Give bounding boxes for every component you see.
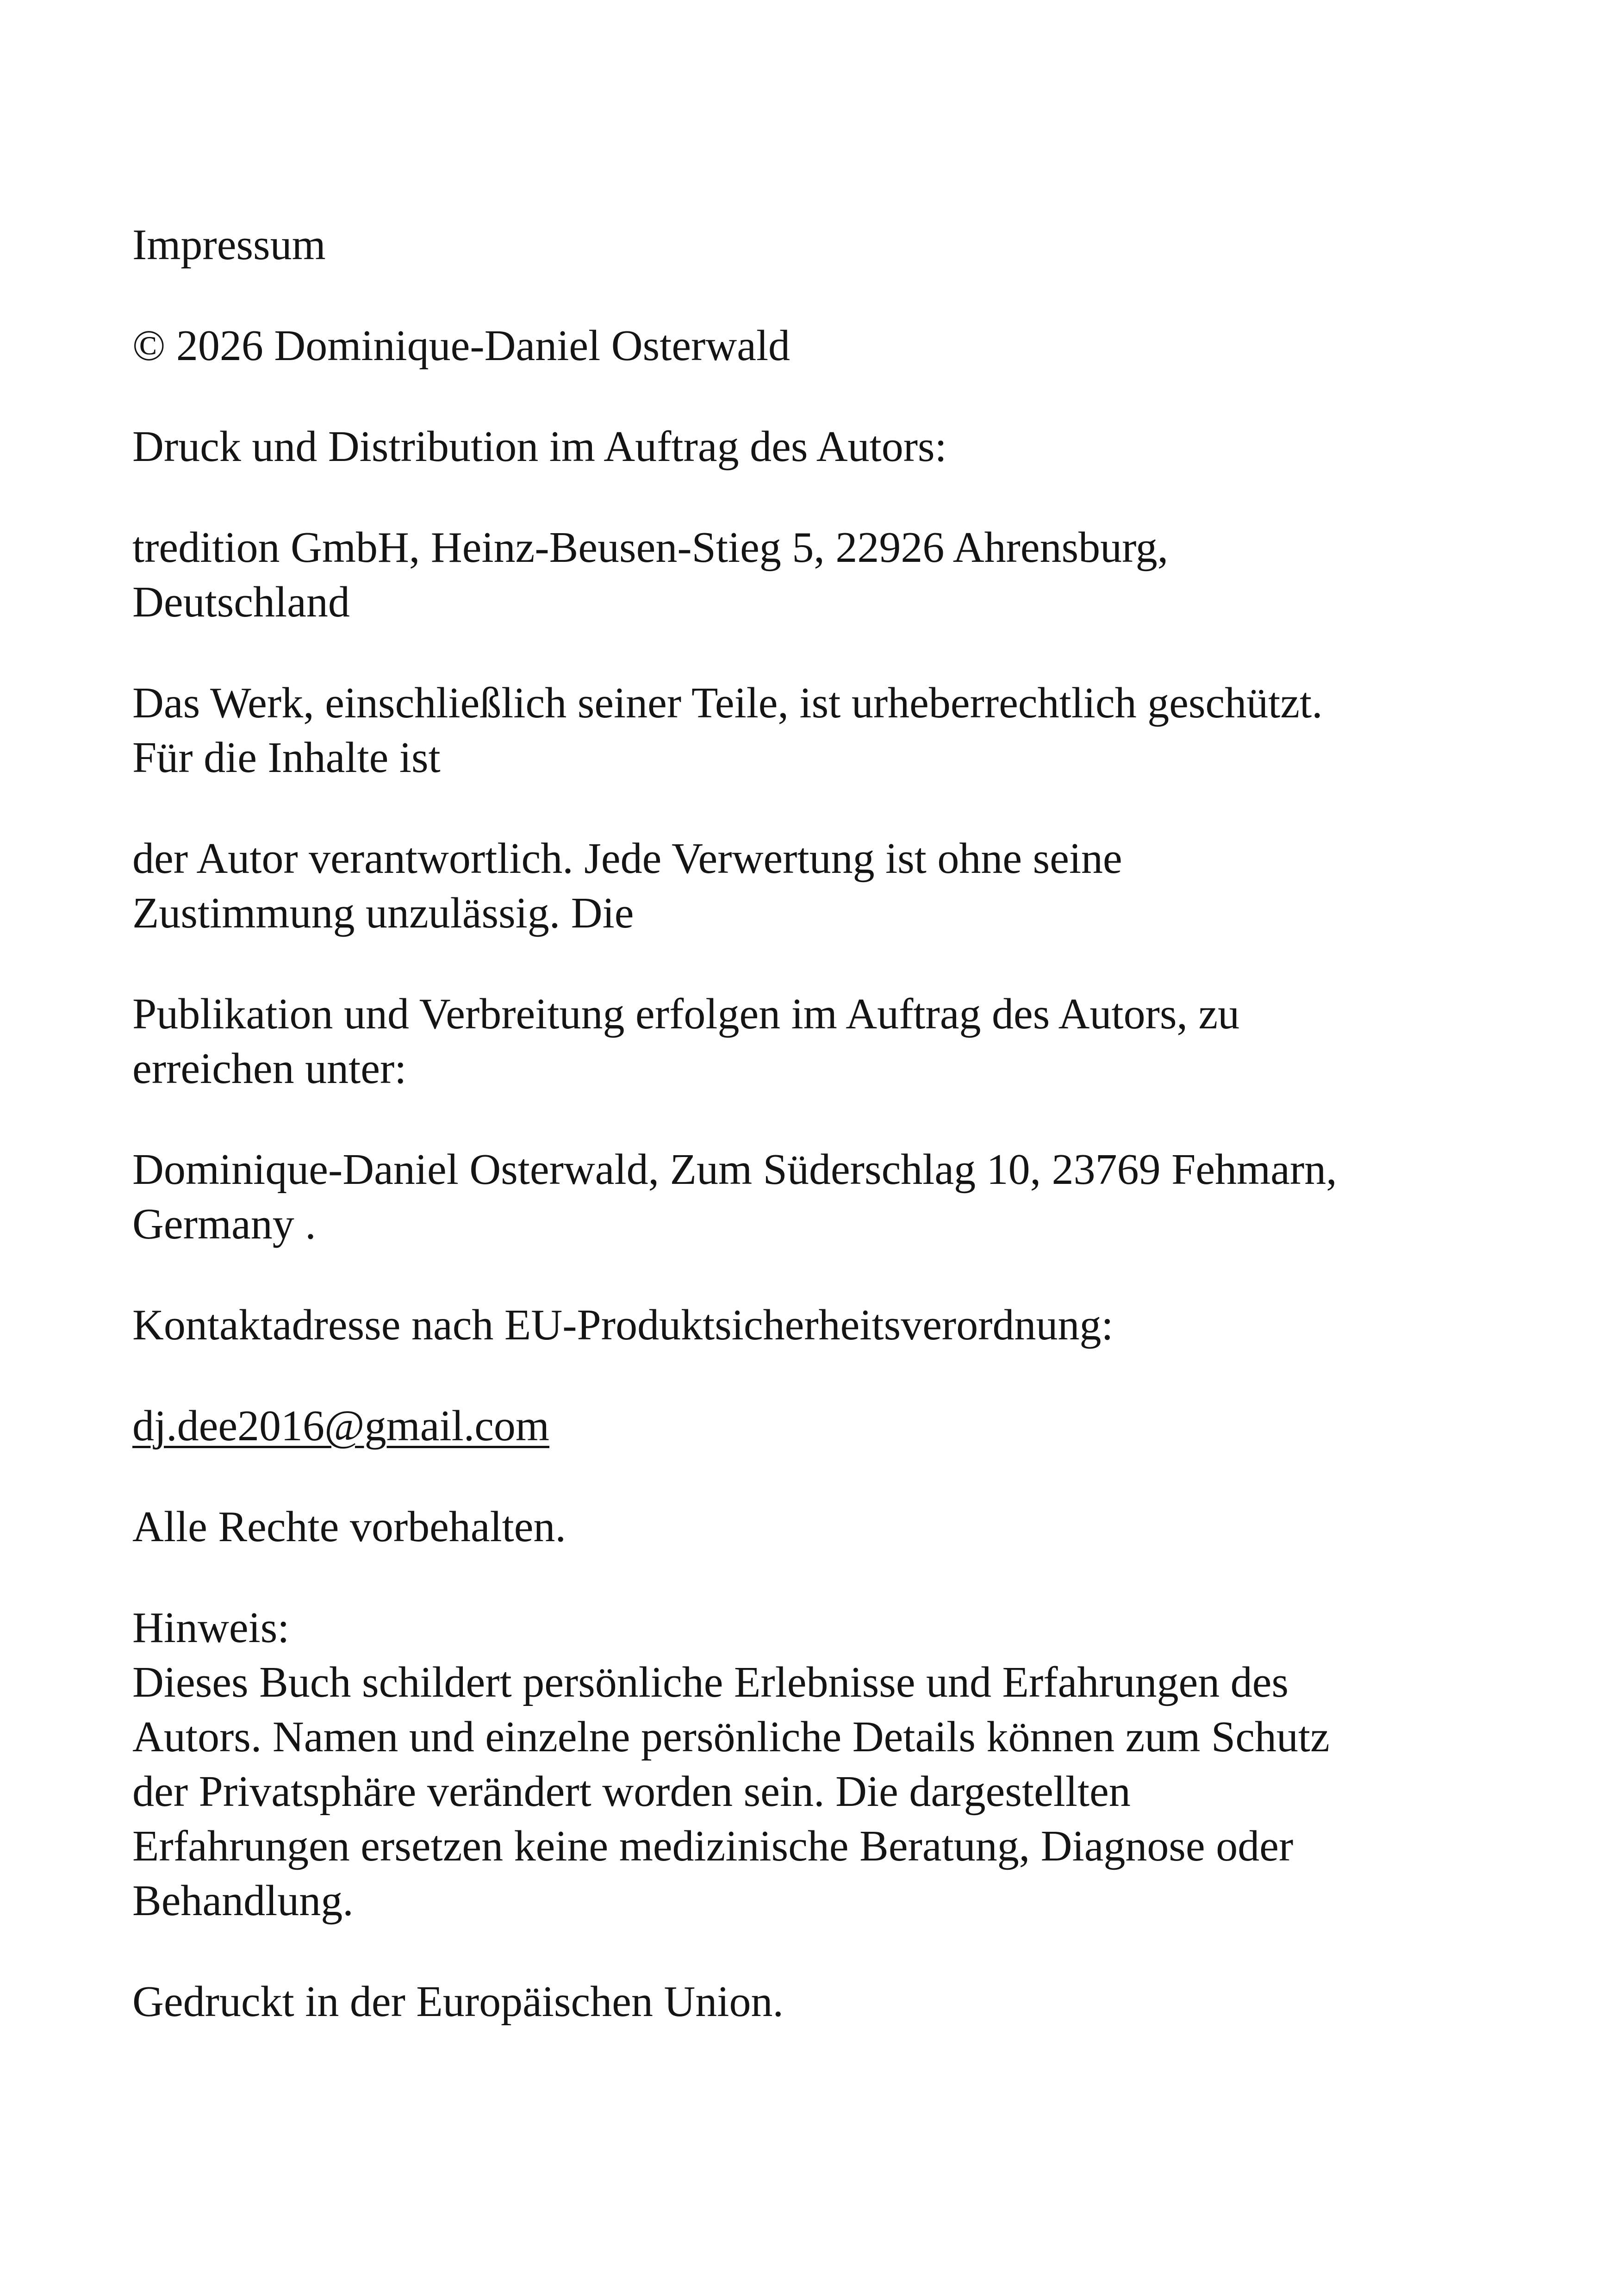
author-address-line-2: Germany . [132,1200,316,1248]
notice-line-4: Erfahrungen ersetzen keine medizinische Beratung, Diagnose oder [132,1822,1294,1870]
printed-in-line [132,1974,1502,2029]
publisher-address-line-1: tredition GmbH, Heinz-Beusen-Stieg 5, 22926 Ahrensburg, [132,523,1169,572]
copyright-notice-3-line-2: erreichen unter: [132,1045,407,1093]
copyright-notice-1-line-1: Das Werk, einschließlich seiner Teile, ist urheberrechtlich geschützt. [132,679,1323,727]
contact-heading-text: Kontaktadresse nach EU-Produktsicherheitsverordnung: [132,1301,1114,1349]
print-distribution-line [132,419,1502,474]
copyright-notice-2 [132,831,1502,940]
rights-line [132,1500,1502,1554]
copyright-notice-3-line-1: Publikation und Verbreitung erfolgen im Auftrag des Autors, zu [132,990,1240,1038]
copyright-notice-1 [132,676,1502,785]
email-link[interactable]: dj.dee2016@gmail.com [132,1402,550,1450]
notice-line-1: Dieses Buch schildert persönliche Erlebnisse und Erfahrungen des [132,1658,1289,1706]
imprint-title-text: Impressum [132,221,326,269]
copyright-text: © 2026 Dominique-Daniel Osterwald [132,322,790,370]
printed-in-text: Gedruckt in der Europäischen Union. [132,1978,784,2026]
author-address [132,1142,1502,1251]
imprint-title [132,218,1502,272]
copyright-notice-2-line-1: der Autor verantwortlich. Jede Verwertung ist ohne seine [132,834,1122,883]
publisher-address-line-2: Deutschland [132,578,350,626]
copyright-line [132,318,1502,373]
notice-heading: Hinweis: [132,1604,290,1652]
notice-block [132,1600,1502,1928]
copyright-notice-1-line-2: Für die Inhalte ist [132,734,441,782]
notice-line-3: der Privatsphäre verändert worden sein. Die dargestellten [132,1767,1131,1816]
publisher-address [132,520,1502,629]
print-distribution-text: Druck und Distribution im Auftrag des Autors: [132,423,947,471]
copyright-notice-3 [132,987,1502,1096]
contact-heading [132,1298,1502,1352]
author-address-line-1: Dominique-Daniel Osterwald, Zum Süderschlag 10, 23769 Fehmarn, [132,1145,1337,1194]
notice-line-2: Autors. Namen und einzelne persönliche Details können zum Schutz [132,1713,1330,1761]
rights-text: Alle Rechte vorbehalten. [132,1503,566,1551]
notice-line-5: Behandlung. [132,1877,354,1925]
copyright-notice-2-line-2: Zustimmung unzulässig. Die [132,889,634,937]
email-line [132,1399,1502,1453]
imprint-page [132,218,1502,2075]
